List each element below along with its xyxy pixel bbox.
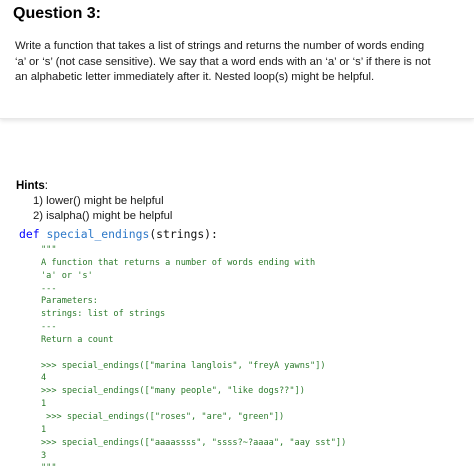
docstring-line: """ — [41, 463, 57, 474]
docstring-line: 'a' or 's' — [41, 270, 93, 281]
question-title: Question 3: — [13, 5, 102, 22]
hints-list — [33, 194, 172, 223]
docstring-line: 4 — [41, 373, 47, 384]
docstring-line: --- — [41, 322, 57, 333]
docstring-line: >>> special_endings(["aaaassss", "ssss?~?aaaa", "aay sst"]) — [41, 437, 347, 448]
docstring-line: 1 — [41, 399, 47, 410]
question-line: ‘a’ or ‘s’ (not case sensitive). We say that a word ends with an ‘a’ or ‘s’ if there is not — [15, 55, 431, 68]
docstring-line: >>> special_endings(["roses", "are", "green"]) — [41, 411, 285, 422]
question-line: an alphabetic letter immediately after it. Nested loop(s) might be helpful. — [15, 71, 375, 83]
hints-heading-colon: : — [44, 180, 48, 192]
docstring-line: Return a count — [41, 334, 114, 345]
docstring-line: 3 — [41, 450, 47, 461]
docstring-line: Parameters: — [41, 296, 98, 307]
docstring-line: 1 — [41, 424, 47, 435]
docstring-line: >>> special_endings(["marina langlois", "freyA yawns"]) — [41, 360, 326, 371]
hint-item: 1) lower() might be helpful — [33, 195, 164, 207]
docstring-line: >>> special_endings(["many people", "like dogs??"]) — [41, 386, 305, 397]
question-card — [0, 0, 474, 119]
docstring-line: strings: list of strings — [41, 309, 166, 320]
hints-heading — [16, 180, 48, 192]
docstring — [41, 244, 346, 475]
question-line: Write a function that takes a list of strings and returns the number of words ending — [15, 40, 425, 52]
docstring-line: --- — [41, 283, 57, 294]
docstring-line: """ — [41, 245, 57, 255]
docstring-line: A function that returns a number of words ending with — [41, 257, 316, 268]
function-name: special_endings — [46, 227, 150, 241]
question-text — [15, 39, 470, 86]
function-signature — [19, 227, 218, 241]
function-params: (strings): — [149, 227, 218, 241]
hint-item: 2) isalpha() might be helpful — [33, 209, 173, 222]
hints-heading-label: Hints — [16, 180, 45, 192]
def-keyword: def — [19, 227, 40, 241]
docstring-line — [41, 347, 346, 360]
